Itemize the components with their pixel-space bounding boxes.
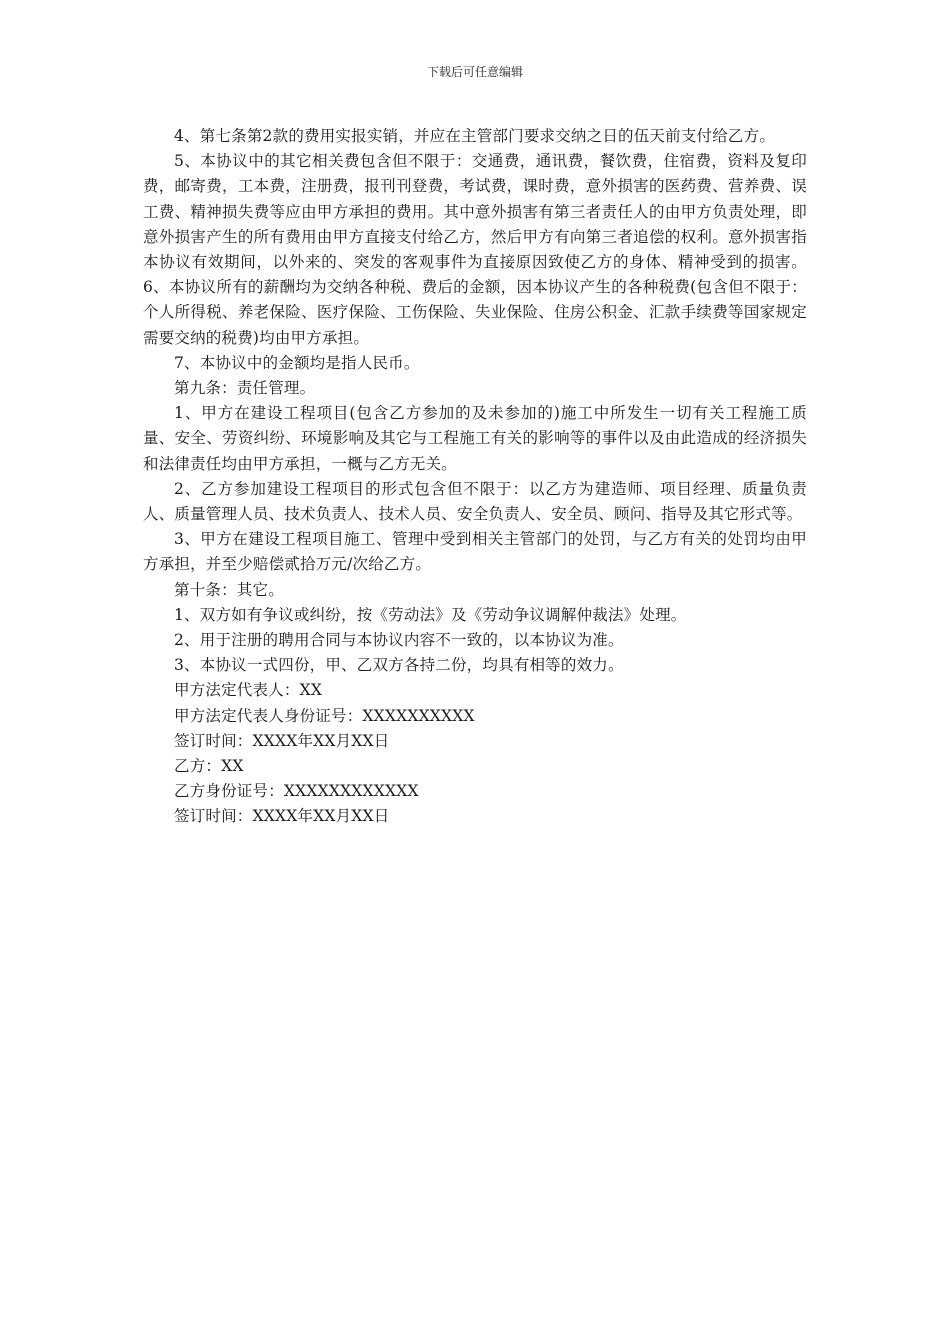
clause-other-expenses: 5、本协议中的其它相关费包含但不限于：交通费，通讯费，餐饮费，住宿费，资料及复印费，邮寄费，工本费，注册费，报刊刊登费，考试费，课时费，意外损害的医药费、营养费、误工费、精神损失费等应由甲方承担的费用。其中意外损害有第三者责任人的由甲方负责处理，即意外损害产生的所有费用由甲方直接支付给乙方，然后甲方有向第三者追偿的权利。意外损害指本协议有效期间，以外来的、突发的客观事件为直接原因致使乙方的身体、精神受到的损害。6、本协议所有的薪酬均为交纳各种税、费后的金额，因本协议产生的各种税费(包含但不限于：个人所得税、养老保险、医疗保险、工伤保险、失业保险、住房公积金、汇款手续费等国家规定需要交纳的税费)均由甲方承担。 [143, 152, 807, 347]
article-9-heading: 第九条：责任管理。 [174, 379, 316, 398]
party-b-id: 乙方身份证号：XXXXXXXXXXXX [174, 782, 419, 801]
article-10-item-1: 1、双方如有争议或纠纷，按《劳动法》及《劳动争议调解仲裁法》处理。 [174, 605, 687, 624]
party-a-representative: 甲方法定代表人：XX [174, 681, 323, 700]
article-10-item-3: 3、本协议一式四份，甲、乙双方各持二份，均具有相等的效力。 [174, 656, 624, 675]
article-9-item-2: 2、乙方参加建设工程项目的形式包含但不限于：以乙方为建造师、项目经理、质量负责人、质量管理人员、技术负责人、技术人员、安全负责人、安全员、顾问、指导及其它形式等。 [143, 479, 807, 524]
article-10-item-2: 2、用于注册的聘用合同与本协议内容不一致的，以本协议为准。 [174, 631, 624, 650]
page-header: 下载后可任意编辑 [426, 65, 523, 79]
party-b-sign-date: 签订时间：XXXX年XX月XX日 [174, 807, 390, 826]
party-a-representative-id: 甲方法定代表人身份证号：XXXXXXXXXX [174, 706, 475, 725]
clause-currency: 7、本协议中的金额均是指人民币。 [174, 353, 420, 372]
party-a-sign-date: 签订时间：XXXX年XX月XX日 [174, 731, 390, 750]
article-10-heading: 第十条：其它。 [174, 580, 284, 599]
document-body [143, 124, 807, 830]
article-9-item-3: 3、甲方在建设工程项目施工、管理中受到相关主管部门的处罚，与乙方有关的处罚均由甲方承担，并至少赔偿贰拾万元/次给乙方。 [143, 530, 807, 574]
article-9-item-1: 1、甲方在建设工程项目(包含乙方参加的及未参加的)施工中所发生一切有关工程施工质量、安全、劳资纠纷、环境影响及其它与工程施工有关的影响等的事件以及由此造成的经济损失和法律责任均由甲方承担，一概与乙方无关。 [143, 404, 807, 473]
party-b-name: 乙方：XX [174, 757, 244, 776]
clause-7-2-reimbursement: 4、第七条第2款的费用实报实销，并应在主管部门要求交纳之日的伍天前支付给乙方。 [174, 127, 776, 145]
